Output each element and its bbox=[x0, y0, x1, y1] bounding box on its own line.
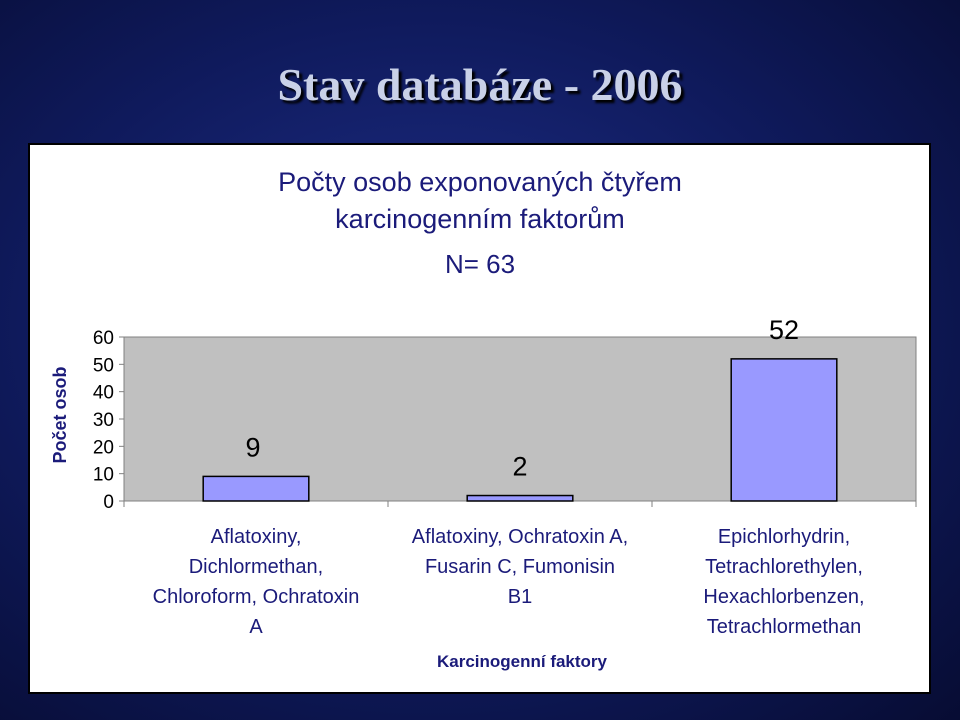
x-category-label: Hexachlorbenzen, bbox=[703, 586, 865, 608]
slide-title: Stav databáze - 2006 bbox=[277, 59, 683, 110]
y-tick-label: 40 bbox=[92, 382, 114, 404]
x-category-label: Aflatoxiny, bbox=[210, 526, 302, 548]
bar-chart bbox=[30, 145, 929, 692]
y-tick-label: 60 bbox=[92, 328, 114, 349]
y-tick-label: 50 bbox=[92, 355, 114, 377]
chart-title-line: Počty osob exponovaných čtyřem bbox=[278, 167, 682, 197]
x-category-label: Fusarin C, Fumonisin bbox=[424, 556, 616, 578]
chart-panel bbox=[28, 143, 931, 694]
x-category-label: Aflatoxiny, Ochratoxin A, bbox=[411, 526, 629, 548]
y-axis-label: Počet osob bbox=[50, 366, 70, 464]
bar bbox=[731, 359, 837, 501]
data-label: 52 bbox=[768, 314, 800, 345]
y-tick-label: 30 bbox=[92, 410, 114, 431]
x-category-label: A bbox=[249, 616, 263, 638]
x-axis-label: Karcinogenní faktory bbox=[436, 652, 608, 671]
bar bbox=[203, 476, 309, 501]
chart-subtitle: N= 63 bbox=[444, 249, 516, 279]
y-tick-label: 10 bbox=[92, 464, 114, 486]
y-tick-label: 20 bbox=[92, 437, 114, 459]
chart-title-line: karcinogenním faktorům bbox=[335, 204, 625, 234]
x-category-label: Tetrachlorethylen, bbox=[705, 556, 863, 578]
x-category-label: Tetrachlormethan bbox=[706, 616, 862, 638]
x-category-label: Dichlormethan, bbox=[188, 556, 324, 578]
data-label: 9 bbox=[245, 432, 261, 463]
x-category-label: B1 bbox=[507, 586, 533, 608]
bar bbox=[467, 496, 573, 501]
x-category-label: Epichlorhydrin, bbox=[717, 526, 851, 548]
y-tick-label: 0 bbox=[103, 492, 114, 513]
data-label: 2 bbox=[512, 451, 528, 482]
x-category-label: Chloroform, Ochratoxin bbox=[152, 586, 360, 608]
